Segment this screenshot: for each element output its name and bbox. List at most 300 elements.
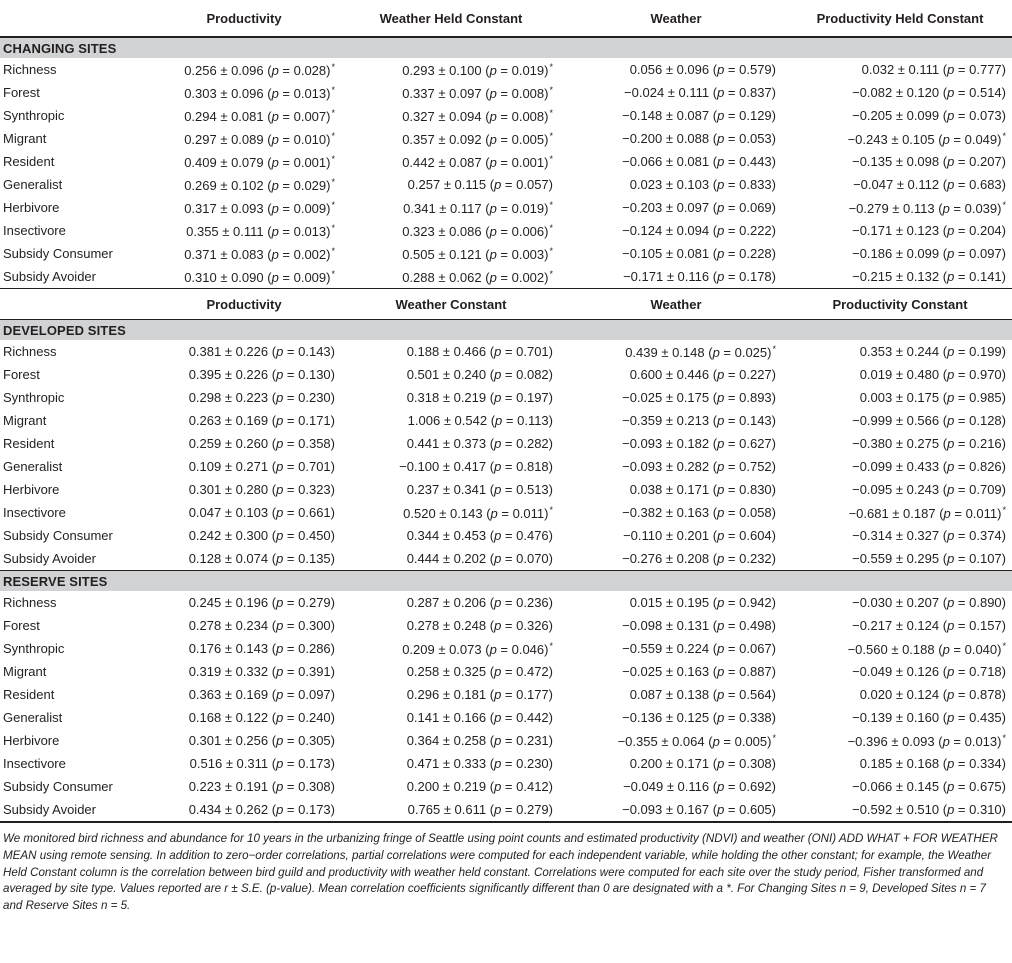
- p-symbol: p: [489, 223, 497, 239]
- value-text: 0.505 ± 0.121 (: [402, 246, 490, 262]
- p-value-text: = 0.878): [954, 687, 1006, 702]
- p-symbol: p: [717, 756, 725, 771]
- significance-marker: *: [1002, 504, 1006, 515]
- p-value-text: = 0.007): [278, 108, 331, 124]
- p-value-text: = 0.173): [283, 756, 335, 771]
- p-value-text: = 0.230): [501, 756, 553, 771]
- value-text: 0.444 ± 0.202 (: [406, 551, 495, 566]
- p-symbol: p: [947, 551, 955, 566]
- value-text: −0.093 ± 0.182 (: [622, 436, 718, 451]
- p-symbol: p: [947, 177, 955, 192]
- value-text: 0.301 ± 0.256 (: [188, 733, 277, 748]
- p-value-text: = 0.338): [724, 710, 776, 725]
- p-symbol: p: [276, 779, 284, 794]
- table-row: [0, 729, 1012, 752]
- row-label: Resident: [3, 687, 55, 702]
- value-text: 0.364 ± 0.258 (: [406, 733, 495, 748]
- table-row: [0, 58, 1012, 81]
- p-symbol: p: [947, 108, 955, 123]
- significance-marker: *: [331, 107, 335, 118]
- value-text: −0.066 ± 0.081 (: [622, 154, 718, 169]
- value-text: 0.363 ± 0.169 (: [188, 687, 277, 702]
- p-value-text: = 0.833): [724, 177, 776, 192]
- value-text: 0.168 ± 0.122 (: [188, 710, 277, 725]
- value-text: 0.023 ± 0.103 (: [629, 177, 718, 192]
- table-row: [0, 242, 1012, 265]
- p-value-text: = 0.157): [954, 618, 1006, 633]
- value-cell: [564, 501, 788, 524]
- value-text: −0.186 ± 0.099 (: [852, 246, 948, 261]
- value-text: −0.082 ± 0.120 (: [852, 85, 948, 100]
- value-text: −0.380 ± 0.275 (: [852, 436, 948, 451]
- table-row: [0, 591, 1012, 614]
- p-symbol: p: [947, 664, 955, 679]
- value-text: 0.176 ± 0.143 (: [188, 641, 277, 656]
- p-symbol: p: [947, 223, 955, 238]
- table-row: [0, 104, 1012, 127]
- significance-marker: *: [1002, 732, 1006, 743]
- p-symbol: p: [494, 710, 502, 725]
- p-symbol: p: [943, 505, 951, 521]
- p-symbol: p: [717, 528, 725, 543]
- p-symbol: p: [947, 85, 955, 100]
- value-cell: [150, 340, 338, 363]
- p-symbol: p: [942, 733, 950, 749]
- value-text: −0.098 ± 0.131 (: [622, 618, 718, 633]
- p-value-text: = 0.579): [724, 62, 776, 77]
- table-row: [0, 478, 1012, 501]
- value-cell: [788, 265, 1012, 289]
- p-value-text: = 0.282): [501, 436, 553, 451]
- value-cell: [788, 478, 1012, 501]
- p-value-text: = 0.374): [954, 528, 1006, 543]
- value-cell: [150, 196, 338, 219]
- p-symbol: p: [947, 756, 955, 771]
- table-row: [0, 455, 1012, 478]
- value-cell: [564, 196, 788, 219]
- p-symbol: p: [271, 223, 279, 239]
- value-text: 0.296 ± 0.181 (: [406, 687, 495, 702]
- row-label: Migrant: [3, 413, 47, 428]
- p-symbol: p: [494, 733, 502, 748]
- p-symbol: p: [271, 131, 279, 147]
- p-value-text: = 0.230): [283, 390, 335, 405]
- p-symbol: p: [494, 687, 502, 702]
- value-cell: [338, 683, 564, 706]
- value-cell: [338, 173, 564, 196]
- p-symbol: p: [276, 687, 284, 702]
- p-value-text: = 0.019): [496, 200, 549, 216]
- p-value-text: = 0.450): [283, 528, 335, 543]
- value-cell: [788, 706, 1012, 729]
- value-text: −0.025 ± 0.163 (: [622, 664, 718, 679]
- value-cell: [338, 150, 564, 173]
- p-symbol: p: [717, 269, 725, 284]
- p-symbol: p: [717, 641, 725, 656]
- value-cell: [788, 386, 1012, 409]
- p-symbol: p: [717, 436, 725, 451]
- row-label: Migrant: [3, 131, 47, 146]
- value-text: −0.396 ± 0.093 (: [847, 733, 943, 749]
- table-row: [0, 706, 1012, 729]
- value-text: 0.381 ± 0.226 (: [188, 344, 277, 359]
- value-cell: [150, 58, 338, 81]
- p-value-text: = 0.222): [724, 223, 776, 238]
- p-symbol: p: [947, 687, 955, 702]
- value-cell: [788, 775, 1012, 798]
- value-text: 0.258 ± 0.325 (: [406, 664, 495, 679]
- value-text: 0.327 ± 0.094 (: [402, 108, 490, 124]
- p-value-text: = 0.001): [496, 154, 549, 170]
- value-cell: [150, 729, 338, 752]
- value-cell: [788, 455, 1012, 478]
- p-symbol: p: [276, 802, 284, 817]
- table-row: [0, 614, 1012, 637]
- row-label: Resident: [3, 154, 55, 169]
- significance-marker: *: [549, 61, 553, 72]
- p-symbol: p: [489, 269, 497, 285]
- value-cell: [788, 173, 1012, 196]
- row-label: Richness: [3, 344, 57, 359]
- p-symbol: p: [717, 710, 725, 725]
- p-symbol: p: [494, 779, 502, 794]
- p-symbol: p: [276, 641, 284, 656]
- value-text: −0.110 ± 0.201 (: [623, 528, 718, 543]
- value-cell: [338, 798, 564, 821]
- p-symbol: p: [947, 528, 955, 543]
- value-cell: [150, 219, 338, 242]
- value-text: −0.093 ± 0.282 (: [622, 459, 718, 474]
- section-title: RESERVE SITES: [0, 571, 1012, 592]
- section-header-row: [0, 320, 1012, 341]
- value-cell: [564, 752, 788, 775]
- value-text: 0.293 ± 0.100 (: [402, 62, 490, 78]
- value-cell: [338, 386, 564, 409]
- p-symbol: p: [494, 618, 502, 633]
- value-text: 0.301 ± 0.280 (: [188, 482, 277, 497]
- value-text: −0.560 ± 0.188 (: [847, 641, 943, 657]
- p-value-text: = 0.564): [724, 687, 776, 702]
- value-text: 0.310 ± 0.090 (: [184, 269, 272, 285]
- value-text: −0.171 ± 0.123 (: [852, 223, 948, 238]
- value-text: 0.259 ± 0.260 (: [188, 436, 277, 451]
- value-text: 0.038 ± 0.171 (: [629, 482, 718, 497]
- p-value-text: = 0.002): [496, 269, 549, 285]
- value-text: −0.105 ± 0.081 (: [622, 246, 718, 261]
- p-symbol: p: [947, 62, 955, 77]
- p-value-text: = 0.040): [949, 641, 1002, 657]
- p-value-text: = 0.011): [497, 505, 549, 521]
- value-cell: [338, 501, 564, 524]
- value-text: 0.209 ± 0.073 (: [402, 641, 490, 657]
- value-cell: [150, 363, 338, 386]
- value-text: 0.109 ± 0.271 (: [188, 459, 277, 474]
- p-value-text: = 0.326): [501, 618, 553, 633]
- significance-marker: *: [331, 222, 335, 233]
- value-text: 0.395 ± 0.226 (: [188, 367, 277, 382]
- value-text: −0.359 ± 0.213 (: [622, 413, 718, 428]
- p-symbol: p: [494, 344, 502, 359]
- value-text: 0.344 ± 0.453 (: [406, 528, 495, 543]
- column-header-row: [0, 289, 1012, 320]
- value-cell: [338, 706, 564, 729]
- p-value-text: = 0.514): [954, 85, 1006, 100]
- section-header-row: [0, 37, 1012, 58]
- value-cell: [150, 501, 338, 524]
- row-label: Subsidy Consumer: [3, 528, 113, 543]
- value-cell: [564, 104, 788, 127]
- p-symbol: p: [717, 664, 725, 679]
- p-symbol: p: [717, 108, 725, 123]
- p-symbol: p: [489, 154, 497, 170]
- p-symbol: p: [717, 413, 725, 428]
- value-text: −0.024 ± 0.111 (: [624, 85, 718, 100]
- value-text: 0.128 ± 0.074 (: [188, 551, 277, 566]
- value-cell: [150, 775, 338, 798]
- value-cell: [564, 455, 788, 478]
- p-value-text: = 0.683): [954, 177, 1006, 192]
- value-text: −0.217 ± 0.124 (: [852, 618, 948, 633]
- p-symbol: p: [489, 131, 497, 147]
- p-value-text: = 0.067): [724, 641, 776, 656]
- p-value-text: = 0.890): [954, 595, 1006, 610]
- row-label: Forest: [3, 85, 40, 100]
- p-symbol: p: [276, 459, 284, 474]
- row-label: Forest: [3, 367, 40, 382]
- p-value-text: = 0.286): [283, 641, 335, 656]
- value-cell: [150, 409, 338, 432]
- p-value-text: = 0.001): [278, 154, 331, 170]
- p-value-text: = 0.305): [283, 733, 335, 748]
- value-text: 0.015 ± 0.195 (: [629, 595, 718, 610]
- value-text: 0.297 ± 0.089 (: [184, 131, 272, 147]
- p-value-text: = 0.097): [954, 246, 1006, 261]
- value-text: −0.135 ± 0.098 (: [852, 154, 948, 169]
- p-symbol: p: [717, 459, 725, 474]
- row-label: Richness: [3, 595, 57, 610]
- value-cell: [788, 150, 1012, 173]
- p-value-text: = 0.011): [950, 505, 1002, 521]
- value-text: 0.765 ± 0.611 (: [407, 802, 495, 817]
- p-symbol: p: [494, 802, 502, 817]
- value-cell: [338, 478, 564, 501]
- p-symbol: p: [947, 595, 955, 610]
- p-symbol: p: [276, 528, 284, 543]
- value-cell: [788, 242, 1012, 265]
- table-row: [0, 524, 1012, 547]
- p-value-text: = 0.070): [501, 551, 553, 566]
- value-cell: [150, 386, 338, 409]
- p-symbol: p: [276, 551, 284, 566]
- p-value-text: = 0.605): [724, 802, 776, 817]
- value-text: 0.245 ± 0.196 (: [188, 595, 277, 610]
- value-text: 0.200 ± 0.219 (: [406, 779, 495, 794]
- p-value-text: = 0.279): [283, 595, 335, 610]
- p-value-text: = 0.177): [501, 687, 553, 702]
- p-value-text: = 0.058): [724, 505, 776, 520]
- p-value-text: = 0.308): [283, 779, 335, 794]
- p-symbol: p: [717, 779, 725, 794]
- p-value-text: = 0.391): [283, 664, 335, 679]
- value-text: −0.171 ± 0.116 (: [623, 269, 718, 284]
- significance-marker: *: [549, 199, 553, 210]
- value-text: −0.355 ± 0.064 (: [617, 733, 713, 749]
- p-symbol: p: [947, 367, 955, 382]
- p-symbol: p: [276, 413, 284, 428]
- p-symbol: p: [947, 269, 955, 284]
- row-label: Synthropic: [3, 108, 65, 123]
- value-text: −0.066 ± 0.145 (: [852, 779, 948, 794]
- p-symbol: p: [494, 664, 502, 679]
- p-value-text: = 0.107): [954, 551, 1006, 566]
- value-text: −0.136 ± 0.125 (: [622, 710, 718, 725]
- p-symbol: p: [276, 482, 284, 497]
- section-title: CHANGING SITES: [0, 37, 1012, 58]
- p-symbol: p: [947, 413, 955, 428]
- value-cell: [150, 127, 338, 150]
- p-symbol: p: [717, 505, 725, 520]
- value-cell: [564, 683, 788, 706]
- p-value-text: = 0.204): [954, 223, 1006, 238]
- value-cell: [564, 660, 788, 683]
- p-value-text: = 0.207): [954, 154, 1006, 169]
- value-text: 0.056 ± 0.096 (: [629, 62, 718, 77]
- value-cell: [564, 386, 788, 409]
- value-cell: [338, 219, 564, 242]
- value-text: 0.185 ± 0.168 (: [859, 756, 948, 771]
- column-header: Weather: [650, 10, 702, 26]
- value-text: 0.341 ± 0.117 (: [403, 200, 490, 216]
- p-symbol: p: [271, 108, 279, 124]
- value-text: −0.047 ± 0.112 (: [853, 177, 948, 192]
- significance-marker: *: [331, 130, 335, 141]
- column-header: Productivity: [206, 296, 282, 312]
- p-value-text: = 0.718): [954, 664, 1006, 679]
- p-value-text: = 0.826): [954, 459, 1006, 474]
- significance-marker: *: [549, 268, 553, 279]
- value-cell: [150, 637, 338, 660]
- p-value-text: = 0.692): [724, 779, 776, 794]
- p-value-text: = 0.171): [283, 413, 335, 428]
- value-cell: [338, 524, 564, 547]
- value-cell: [564, 775, 788, 798]
- p-value-text: = 0.310): [954, 802, 1006, 817]
- value-cell: [564, 591, 788, 614]
- value-cell: [150, 265, 338, 289]
- p-symbol: p: [489, 108, 497, 124]
- row-label: Subsidy Consumer: [3, 246, 113, 261]
- value-cell: [150, 752, 338, 775]
- value-cell: [788, 104, 1012, 127]
- value-cell: [788, 127, 1012, 150]
- value-text: 0.353 ± 0.244 (: [859, 344, 948, 359]
- value-cell: [150, 660, 338, 683]
- p-symbol: p: [494, 436, 502, 451]
- table-row: [0, 432, 1012, 455]
- table-row: [0, 775, 1012, 798]
- value-cell: [564, 340, 788, 363]
- p-value-text: = 0.073): [954, 108, 1006, 123]
- value-text: 0.200 ± 0.171 (: [629, 756, 718, 771]
- value-text: 0.471 ± 0.333 (: [406, 756, 495, 771]
- value-text: −0.215 ± 0.132 (: [852, 269, 948, 284]
- p-value-text: = 0.143): [724, 413, 776, 428]
- table-row: [0, 173, 1012, 196]
- significance-marker: *: [549, 640, 553, 651]
- value-cell: [338, 265, 564, 289]
- value-cell: [150, 547, 338, 571]
- p-value-text: = 0.009): [278, 200, 331, 216]
- value-cell: [564, 173, 788, 196]
- p-symbol: p: [271, 269, 279, 285]
- p-value-text: = 0.013): [278, 85, 331, 101]
- value-cell: [564, 478, 788, 501]
- table-row: [0, 547, 1012, 571]
- p-value-text: = 0.006): [496, 223, 549, 239]
- p-value-text: = 0.029): [278, 177, 331, 193]
- value-text: 0.003 ± 0.175 (: [859, 390, 948, 405]
- p-value-text: = 0.709): [954, 482, 1006, 497]
- value-cell: [788, 660, 1012, 683]
- column-header: Weather: [650, 296, 702, 312]
- value-cell: [564, 729, 788, 752]
- value-cell: [564, 127, 788, 150]
- p-value-text: = 0.412): [501, 779, 553, 794]
- p-value-text: = 0.028): [278, 62, 331, 78]
- p-symbol: p: [717, 85, 725, 100]
- p-symbol: p: [494, 482, 502, 497]
- p-symbol: p: [712, 733, 720, 749]
- value-text: 0.032 ± 0.111 (: [861, 62, 948, 77]
- value-text: 0.141 ± 0.166 (: [406, 710, 495, 725]
- significance-marker: *: [1002, 130, 1006, 141]
- p-symbol: p: [717, 390, 725, 405]
- p-symbol: p: [494, 459, 502, 474]
- p-value-text: = 0.013): [278, 223, 331, 239]
- table-row: [0, 683, 1012, 706]
- p-symbol: p: [271, 62, 279, 78]
- p-symbol: p: [947, 802, 955, 817]
- p-symbol: p: [717, 482, 725, 497]
- p-value-text: = 0.675): [954, 779, 1006, 794]
- value-cell: [338, 660, 564, 683]
- value-cell: [564, 798, 788, 821]
- value-cell: [564, 524, 788, 547]
- value-cell: [564, 58, 788, 81]
- value-cell: [338, 614, 564, 637]
- row-label: Resident: [3, 436, 55, 451]
- row-label: Migrant: [3, 664, 47, 679]
- p-value-text: = 0.010): [278, 131, 331, 147]
- p-symbol: p: [947, 459, 955, 474]
- value-text: −0.124 ± 0.094 (: [622, 223, 718, 238]
- p-value-text: = 0.197): [501, 390, 553, 405]
- value-cell: [788, 752, 1012, 775]
- significance-marker: *: [549, 107, 553, 118]
- p-value-text: = 0.003): [496, 246, 549, 262]
- value-cell: [564, 409, 788, 432]
- p-symbol: p: [494, 177, 502, 192]
- p-value-text: = 0.701): [283, 459, 335, 474]
- value-cell: [338, 127, 564, 150]
- p-symbol: p: [942, 641, 950, 657]
- significance-marker: *: [549, 245, 553, 256]
- value-text: 1.006 ± 0.542 (: [407, 413, 496, 428]
- value-cell: [788, 409, 1012, 432]
- p-symbol: p: [489, 641, 497, 657]
- value-text: 0.287 ± 0.206 (: [406, 595, 495, 610]
- value-cell: [338, 637, 564, 660]
